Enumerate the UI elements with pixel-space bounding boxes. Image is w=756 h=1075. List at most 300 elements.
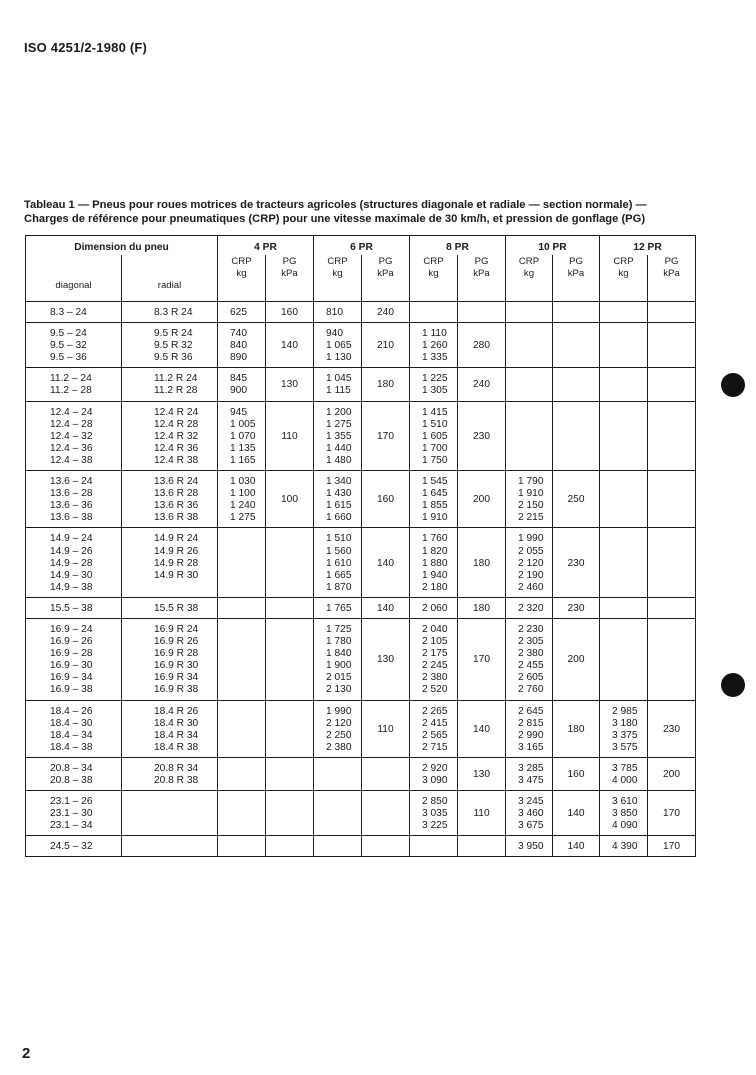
pg-cell — [362, 791, 410, 836]
cell-line: 2 305 — [518, 636, 544, 648]
cell-line: 3 180 — [612, 717, 638, 729]
cell-line: 2 040 — [422, 623, 448, 635]
cell-line: 1 760 — [422, 533, 448, 545]
pg-cell: 240 — [458, 368, 506, 401]
pg-cell: 230 — [553, 597, 600, 618]
cell-line: 2 120 — [326, 717, 352, 729]
pg-cell: 140 — [266, 323, 314, 368]
cell-line: 1 430 — [326, 488, 352, 500]
pg-cell: 240 — [362, 302, 410, 323]
cell-line: 11.2 – 28 — [50, 385, 92, 397]
radial-cell — [122, 757, 218, 790]
cell-line: 1 510 — [422, 418, 448, 430]
crp-cell — [410, 791, 458, 836]
cell-line: 2 605 — [518, 672, 544, 684]
cell-line: 16.9 R 24 — [154, 623, 199, 635]
pg-unit: kPa — [567, 268, 585, 280]
pg-cell — [362, 836, 410, 857]
cell-line: 14.9 R 26 — [154, 545, 199, 557]
cell-line: 1 765 — [326, 602, 352, 614]
pg-cell — [648, 597, 696, 618]
cell-line: 13.6 – 36 — [50, 500, 93, 512]
table-row — [26, 471, 696, 528]
cell-line: 12.4 – 38 — [50, 454, 93, 466]
cell-line: 16.9 – 28 — [50, 648, 93, 660]
cell-line: 18.4 – 30 — [50, 717, 93, 729]
diagonal-cell — [26, 791, 122, 836]
cell-line: 1 225 — [422, 373, 448, 385]
crp-cell — [600, 757, 648, 790]
crp-cell — [600, 323, 648, 368]
diagonal-cell — [26, 700, 122, 757]
diagonal-cell — [26, 302, 122, 323]
crp-cell — [314, 757, 362, 790]
cell-line: 12.4 R 24 — [154, 406, 199, 418]
crp-label: CRP — [518, 256, 540, 267]
cell-line: 740 — [230, 328, 247, 340]
cell-line: 13.6 R 38 — [154, 512, 199, 524]
cell-line: 1 645 — [422, 488, 448, 500]
cell-line: 20.8 – 34 — [50, 762, 93, 774]
cell-line: 1 990 — [518, 533, 544, 545]
pg-label: PG — [474, 256, 489, 267]
ply-header-8pr: 8 PR — [410, 236, 506, 256]
pg-cell: 110 — [266, 401, 314, 470]
cell-line: 15.5 R 38 — [154, 602, 199, 614]
ply-header-4pr: 4 PR — [218, 236, 314, 256]
crp-cell — [506, 368, 553, 401]
cell-line: 3 035 — [422, 808, 448, 820]
crp-cell — [506, 528, 553, 597]
cell-line: 2 455 — [518, 660, 544, 672]
pg-cell — [362, 757, 410, 790]
crp-cell — [506, 757, 553, 790]
cell-line: 2 230 — [518, 623, 544, 635]
pg-cell: 170 — [648, 791, 696, 836]
cell-line: 9.5 – 24 — [50, 328, 87, 340]
cell-line: 18.4 R 34 — [154, 729, 199, 741]
diagonal-cell — [26, 836, 122, 857]
cell-line: 14.9 – 30 — [50, 569, 93, 581]
cell-line: 3 475 — [518, 775, 544, 786]
pg-cell: 170 — [362, 401, 410, 470]
revision-marker-dot — [721, 373, 745, 397]
crp-cell — [218, 471, 266, 528]
dimension-header: Dimension du pneu — [26, 236, 218, 256]
page-number: 2 — [22, 1045, 31, 1062]
crp-unit: kg — [332, 268, 343, 280]
cell-line: 18.4 R 38 — [154, 741, 199, 753]
cell-line: 1 880 — [422, 557, 448, 569]
crp-cell — [314, 618, 362, 700]
crp-label: CRP — [327, 256, 348, 267]
cell-line: 2 015 — [326, 672, 352, 684]
crp-unit: kg — [618, 268, 629, 280]
table-caption — [24, 198, 714, 226]
cell-line: 18.4 R 26 — [154, 705, 199, 717]
radial-cell — [122, 528, 218, 597]
crp-cell — [410, 471, 458, 528]
crp-cell — [410, 528, 458, 597]
cell-line — [154, 808, 217, 820]
cell-line: 9.5 R 36 — [154, 352, 193, 364]
cell-line: 14.9 R 30 — [154, 569, 199, 581]
pg-cell — [648, 471, 696, 528]
cell-line: 1 130 — [326, 352, 352, 364]
cell-line: 16.9 R 30 — [154, 660, 199, 672]
cell-line: 2 245 — [422, 660, 448, 672]
pg-cell: 160 — [553, 757, 600, 790]
crp-cell — [218, 597, 266, 618]
pg-cell — [266, 757, 314, 790]
crp-cell — [410, 757, 458, 790]
pg-cell — [266, 791, 314, 836]
pg-cell: 230 — [553, 528, 600, 597]
crp-cell — [506, 791, 553, 836]
pg-cell — [648, 323, 696, 368]
cell-line: 2 120 — [518, 557, 544, 569]
crp-cell — [410, 700, 458, 757]
cell-line: 1 780 — [326, 636, 352, 648]
crp-cell — [600, 618, 648, 700]
cell-line: 1 665 — [326, 569, 352, 581]
cell-line: 1 605 — [422, 430, 448, 442]
cell-line: 1 275 — [326, 418, 352, 430]
tyre-load-table — [25, 235, 696, 857]
ply-header-12pr: 12 PR — [600, 236, 696, 256]
pg-label: PG — [378, 256, 393, 267]
cell-line: 13.6 – 28 — [50, 488, 93, 500]
crp-unit: kg — [428, 268, 439, 280]
crp-cell — [314, 597, 362, 618]
pg-cell: 130 — [266, 368, 314, 401]
cell-line: 16.9 R 28 — [154, 648, 199, 660]
crp-cell — [314, 323, 362, 368]
cell-line: 1 260 — [422, 340, 448, 352]
crp-cell — [314, 528, 362, 597]
cell-line: 20.8 R 38 — [154, 775, 199, 786]
crp-cell — [600, 700, 648, 757]
pg-cell: 170 — [458, 618, 506, 700]
cell-line: 2 215 — [518, 512, 544, 524]
cell-line: 900 — [230, 385, 247, 397]
cell-line: 16.9 – 26 — [50, 636, 93, 648]
cell-line: 9.5 – 32 — [50, 340, 87, 352]
crp-cell — [600, 836, 648, 857]
pg-cell — [553, 323, 600, 368]
cell-line: 1 135 — [230, 442, 256, 454]
pg-cell: 200 — [553, 618, 600, 700]
cell-line: 2 190 — [518, 569, 544, 581]
pg-cell — [553, 368, 600, 401]
cell-line: 14.9 R 28 — [154, 557, 199, 569]
cell-line: 1 165 — [230, 454, 256, 466]
cell-line: 3 785 — [612, 762, 638, 774]
table-row — [26, 401, 696, 470]
caption-line-1: Tableau 1 — Pneus pour roues motrices de tracteurs agricoles (structures diagonale et radiale — section normale) — — [24, 199, 647, 211]
crp-header — [314, 255, 362, 302]
cell-line — [154, 582, 217, 594]
cell-line: 1 615 — [326, 500, 352, 512]
cell-line: 1 240 — [230, 500, 256, 512]
pg-cell — [266, 528, 314, 597]
cell-line: 1 070 — [230, 430, 256, 442]
crp-cell — [600, 368, 648, 401]
cell-line: 14.9 R 24 — [154, 533, 199, 545]
radial-cell — [122, 836, 218, 857]
cell-line: 810 — [326, 307, 343, 318]
cell-line: 23.1 – 30 — [50, 808, 93, 820]
pg-cell — [648, 368, 696, 401]
cell-line: 2 415 — [422, 717, 448, 729]
crp-cell — [314, 368, 362, 401]
crp-cell — [506, 302, 553, 323]
cell-line: 13.6 – 38 — [50, 512, 93, 524]
pg-cell: 230 — [458, 401, 506, 470]
cell-line: 1 560 — [326, 545, 352, 557]
radial-header: radial — [122, 255, 218, 302]
cell-line: 18.4 R 30 — [154, 717, 199, 729]
cell-line: 12.4 R 36 — [154, 442, 199, 454]
cell-line: 12.4 R 32 — [154, 430, 199, 442]
cell-line: 1 725 — [326, 623, 352, 635]
cell-line: 2 760 — [518, 684, 544, 696]
cell-line: 2 320 — [518, 602, 544, 614]
cell-line: 1 440 — [326, 442, 352, 454]
crp-cell — [506, 471, 553, 528]
crp-cell — [410, 323, 458, 368]
cell-line: 845 — [230, 373, 247, 385]
crp-cell — [410, 597, 458, 618]
cell-line: 16.9 – 34 — [50, 672, 93, 684]
cell-line: 2 265 — [422, 705, 448, 717]
caption-line-2: Charges de référence pour pneumatiques (CRP) pour une vitesse maximale de 30 km/h, et pression de gonflage (PG) — [24, 213, 646, 225]
diagonal-cell — [26, 471, 122, 528]
cell-line: 1 820 — [422, 545, 448, 557]
pg-label: PG — [664, 256, 679, 267]
crp-cell — [506, 323, 553, 368]
cell-line: 16.9 – 30 — [50, 660, 93, 672]
cell-line: 16.9 – 38 — [50, 684, 93, 696]
cell-line: 9.5 R 32 — [154, 340, 193, 352]
cell-line: 2 380 — [326, 741, 352, 753]
cell-line: 2 715 — [422, 741, 448, 753]
pg-cell — [266, 618, 314, 700]
crp-cell — [410, 618, 458, 700]
cell-line: 23.1 – 34 — [50, 820, 93, 832]
pg-cell: 180 — [458, 597, 506, 618]
cell-line: 1 340 — [326, 476, 352, 488]
crp-header — [218, 255, 266, 302]
cell-line: 2 565 — [422, 729, 448, 741]
cell-line: 1 480 — [326, 454, 352, 466]
crp-cell — [314, 302, 362, 323]
cell-line: 18.4 – 38 — [50, 741, 93, 753]
cell-line: 2 850 — [422, 796, 448, 808]
cell-line: 3 090 — [422, 775, 448, 786]
crp-cell — [506, 401, 553, 470]
cell-line: 1 660 — [326, 512, 352, 524]
cell-line: 2 520 — [422, 684, 448, 696]
pg-header — [266, 255, 314, 302]
standard-reference: ISO 4251/2-1980 (F) — [24, 40, 148, 55]
pg-header — [553, 255, 600, 302]
crp-header — [410, 255, 458, 302]
cell-line: 4 390 — [612, 841, 638, 853]
pg-cell — [648, 302, 696, 323]
crp-cell — [218, 757, 266, 790]
pg-cell: 280 — [458, 323, 506, 368]
crp-cell — [218, 323, 266, 368]
crp-cell — [410, 401, 458, 470]
pg-cell: 170 — [648, 836, 696, 857]
pg-cell: 200 — [648, 757, 696, 790]
radial-cell — [122, 401, 218, 470]
cell-line: 1 545 — [422, 476, 448, 488]
cell-line: 12.4 – 28 — [50, 418, 93, 430]
table-row — [26, 700, 696, 757]
pg-unit: kPa — [473, 268, 490, 280]
pg-unit: kPa — [281, 268, 298, 280]
pg-label: PG — [569, 256, 583, 267]
cell-line: 12.4 – 32 — [50, 430, 93, 442]
diagonal-cell — [26, 528, 122, 597]
cell-line: 3 225 — [422, 820, 448, 832]
pg-cell — [648, 528, 696, 597]
pg-cell: 160 — [266, 302, 314, 323]
pg-cell — [553, 401, 600, 470]
diagonal-cell — [26, 618, 122, 700]
pg-cell: 160 — [362, 471, 410, 528]
cell-line: 4 000 — [612, 775, 638, 786]
cell-line — [154, 841, 217, 853]
crp-cell — [314, 700, 362, 757]
pg-cell — [648, 618, 696, 700]
pg-cell — [648, 401, 696, 470]
diagonal-cell — [26, 323, 122, 368]
cell-line: 940 — [326, 328, 343, 340]
crp-cell — [314, 791, 362, 836]
pg-cell: 140 — [362, 528, 410, 597]
pg-cell: 140 — [458, 700, 506, 757]
cell-line: 1 275 — [230, 512, 256, 524]
cell-line: 24.5 – 32 — [50, 841, 93, 853]
cell-line: 1 200 — [326, 406, 352, 418]
diagonal-header: diagonal — [26, 255, 122, 302]
crp-cell — [218, 401, 266, 470]
pg-cell: 250 — [553, 471, 600, 528]
radial-cell — [122, 302, 218, 323]
cell-line: 4 090 — [612, 820, 638, 832]
radial-cell — [122, 700, 218, 757]
pg-cell: 130 — [458, 757, 506, 790]
cell-line: 14.9 – 26 — [50, 545, 93, 557]
cell-line: 8.3 – 24 — [50, 307, 87, 318]
crp-cell — [218, 791, 266, 836]
cell-line: 3 575 — [612, 741, 638, 753]
cell-line: 11.2 R 24 — [154, 373, 198, 385]
pg-unit: kPa — [377, 268, 394, 280]
cell-line: 2 920 — [422, 762, 448, 774]
cell-line: 890 — [230, 352, 247, 364]
crp-cell — [314, 401, 362, 470]
radial-cell — [122, 597, 218, 618]
cell-line: 18.4 – 26 — [50, 705, 93, 717]
table-row — [26, 757, 696, 790]
crp-label: CRP — [423, 256, 444, 267]
crp-cell — [506, 700, 553, 757]
cell-line: 2 175 — [422, 648, 448, 660]
pg-cell: 230 — [648, 700, 696, 757]
cell-line: 13.6 – 24 — [50, 476, 93, 488]
pg-cell: 110 — [362, 700, 410, 757]
crp-cell — [600, 791, 648, 836]
cell-line: 1 790 — [518, 476, 544, 488]
cell-line: 12.4 R 28 — [154, 418, 199, 430]
cell-line: 16.9 R 26 — [154, 636, 199, 648]
cell-line: 1 700 — [422, 442, 448, 454]
crp-cell — [218, 302, 266, 323]
cell-line: 14.9 – 24 — [50, 533, 93, 545]
cell-line: 20.8 – 38 — [50, 775, 93, 786]
cell-line: 2 380 — [422, 672, 448, 684]
cell-line: 1 750 — [422, 454, 448, 466]
cell-line: 1 115 — [326, 385, 351, 397]
cell-line: 2 180 — [422, 581, 448, 593]
cell-line: 23.1 – 26 — [50, 796, 93, 808]
ply-header-6pr: 6 PR — [314, 236, 410, 256]
cell-line — [154, 820, 217, 832]
cell-line: 16.9 – 24 — [50, 623, 93, 635]
crp-cell — [218, 528, 266, 597]
cell-line: 3 675 — [518, 820, 544, 832]
crp-cell — [506, 836, 553, 857]
pg-cell: 100 — [266, 471, 314, 528]
pg-cell — [266, 836, 314, 857]
pg-cell: 180 — [458, 528, 506, 597]
crp-cell — [218, 836, 266, 857]
cell-line: 945 — [230, 406, 247, 418]
cell-line: 3 850 — [612, 808, 638, 820]
crp-cell — [600, 528, 648, 597]
pg-header — [362, 255, 410, 302]
cell-line: 2 990 — [518, 729, 544, 741]
crp-cell — [600, 471, 648, 528]
cell-line: 8.3 R 24 — [154, 307, 193, 318]
crp-cell — [506, 597, 553, 618]
table-row — [26, 618, 696, 700]
pg-header — [458, 255, 506, 302]
cell-line: 3 460 — [518, 808, 544, 820]
cell-line: 20.8 R 34 — [154, 762, 199, 774]
pg-header — [648, 255, 696, 302]
table-row — [26, 836, 696, 857]
table-head — [26, 236, 696, 302]
cell-line: 1 415 — [422, 406, 448, 418]
crp-cell — [600, 302, 648, 323]
radial-cell — [122, 471, 218, 528]
cell-line: 18.4 – 34 — [50, 729, 93, 741]
cell-line: 11.2 R 28 — [154, 385, 198, 397]
cell-line: 2 645 — [518, 705, 544, 717]
cell-line: 2 130 — [326, 684, 352, 696]
cell-line: 13.6 R 24 — [154, 476, 199, 488]
crp-cell — [314, 836, 362, 857]
cell-line: 16.9 R 38 — [154, 684, 199, 696]
cell-line: 13.6 R 36 — [154, 500, 199, 512]
cell-line: 12.4 R 38 — [154, 454, 199, 466]
cell-line: 1 065 — [326, 340, 352, 352]
